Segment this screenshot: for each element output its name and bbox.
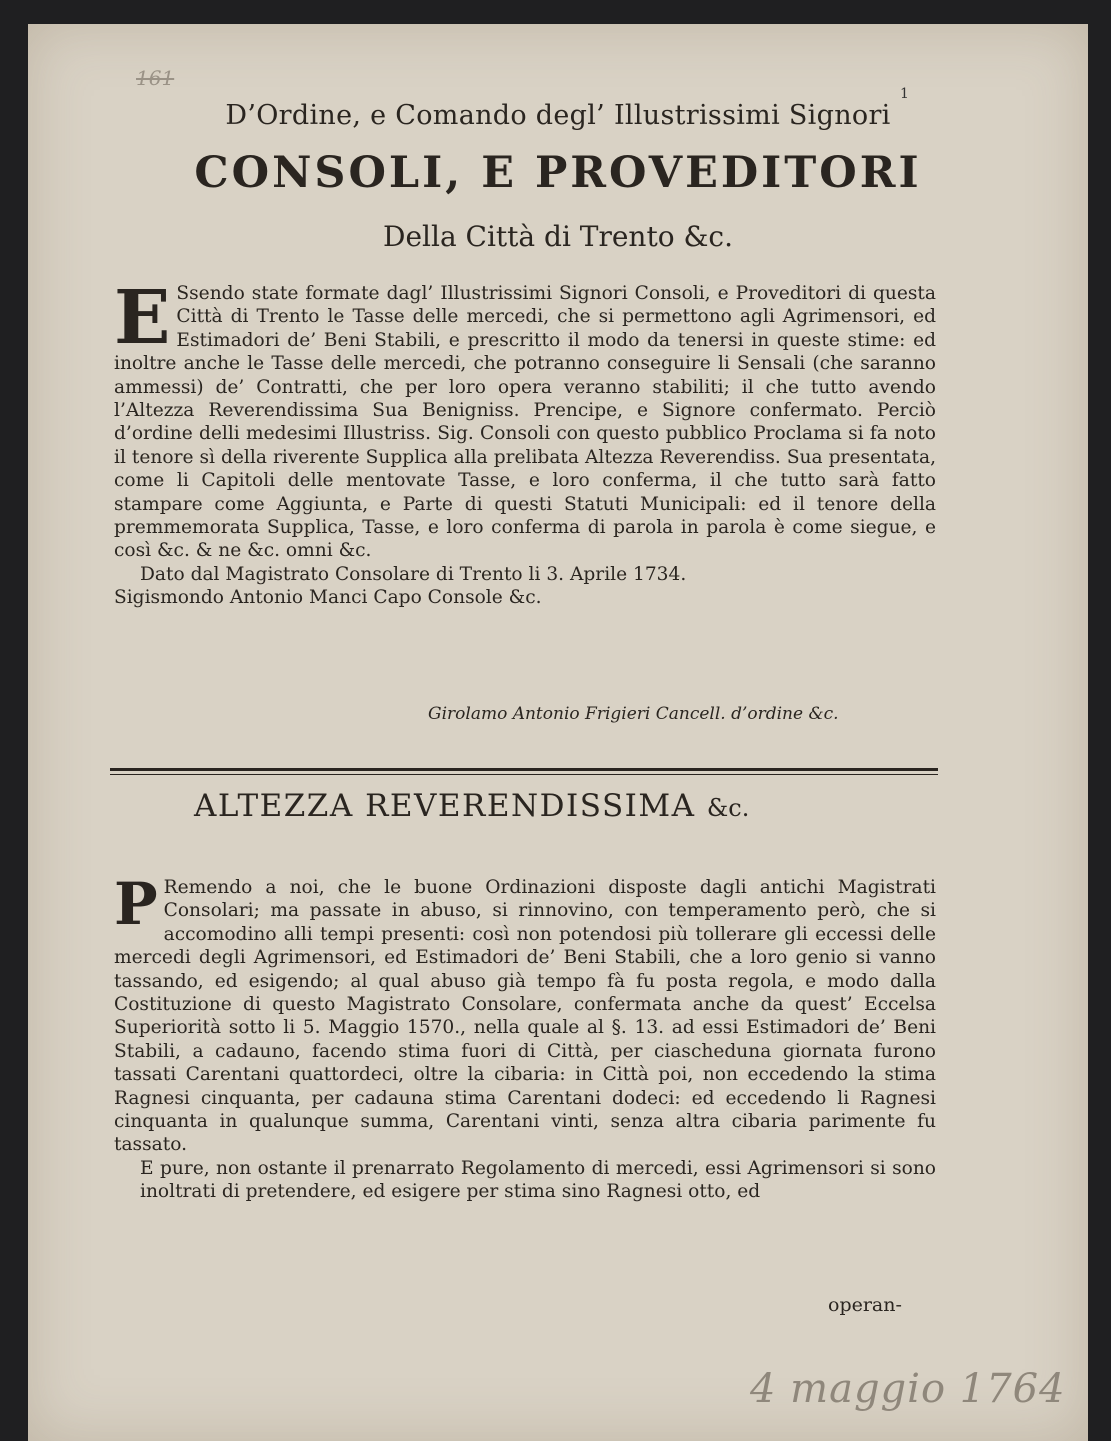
petition-text-2: E pure, non ostante il prenarrato Regolamento di mercedi, essi Agrimensori si sono inoltrati di pretendere, ed esigere per stima sino Ragnesi otto, ed: [140, 1157, 936, 1203]
petition-heading-text: ALTEZZA REVERENDISSIMA: [194, 788, 696, 824]
proclamation-text: Ssendo state formate dagl’ Illustrissimi Signori Consoli, e Proveditori di questa Città di Trento le Tasse delle mercedi, che si permettono agli Agrimensori, ed Estimadori de’ Beni Stabili, e prescritto il modo da tenersi in queste stime: ed inoltre anche le Tasse delle mercedi, che potranno conseguire li Sensali (che saranno ammessi) de’ Contratti, che per loro opera veranno stabiliti; il che tutto avendo l’Altezza Reverendissima Sua Benigniss. Prencipe, e Signore confermato. Perciò d’ordine delli medesimi Illustriss. Sig. Consoli con questo pubblico Proclama si fa noto il tenore sì della riverente Supplica alla prelibata Altezza Reverendiss. Sua presentata, come li Capitoli delle mentovate Tasse, e loro conferma, il che tutto sarà fatto stampare come Aggiunta, e Parte di questi Statuti Municipali: ed il tenore della premmemorata Supplica, Tasse, e loro conferma di parola in parola è come siegue, e così &c. & ne &c. omni &c.: [114, 283, 936, 562]
catchword: operan-: [828, 1294, 902, 1316]
divider-rule-thin: [110, 774, 938, 775]
heading-order-line: D’Ordine, e Comando degl’ Illustrissimi Signori: [225, 100, 891, 131]
dropcap-p: P: [114, 870, 158, 938]
pencil-date-note: 4 maggio 1764: [750, 1366, 1066, 1412]
dated-line: Dato dal Magistrato Consolare di Trento li 3. Aprile 1734.: [140, 563, 687, 585]
petition-text-1: Remendo a noi, che le buone Ordinazioni disposte dagli antichi Magistrati Consolari; ma passate in abuso, si rinnovino, con temperamento però, che si accomodino alli tempi presenti: così non potendosi più tollerare gli eccessi delle mercedi degli Agrimensori, ed Estimadori de’ Beni Stabili, che a loro genio si vanno tassando, ed esigendo; al qual abuso già tempo fà fu posta regola, e modo dalla Costituzione di questo Magistrato Consolare, confermata anche da quest’ Eccelsa Superiorità sotto li 5. Maggio 1570., nella quale al §. 13. ad essi Estimadori de’ Beni Stabili, a cadauno, facendo stima fuori di Città, per ciascheduna giornata furono tassati Carentani quattordeci, oltre la cibaria: in Città poi, non eccedendo la stima Ragnesi cinquanta, per cadauna stima Carentani dodeci: ed eccedendo li Ragnesi cinquanta in qualunque summa, Carentani vinti, senza altra cibaria parimente fu tassato.: [114, 877, 936, 1156]
page-mark: 1: [900, 86, 909, 102]
dropcap-e: E: [114, 275, 171, 361]
document-page: [28, 24, 1088, 1441]
petition-heading: [194, 788, 749, 824]
proclamation-body: [114, 275, 936, 610]
divider-rule: [110, 768, 938, 771]
petition-body: [114, 870, 936, 1204]
petition-heading-suffix: &c.: [706, 794, 750, 822]
pencil-folio-number: 161: [136, 66, 175, 90]
chancellor-signature: Girolamo Antonio Frigieri Cancell. d’ordine &c.: [428, 704, 839, 724]
heading-consoli: CONSOLI, E PROVEDITORI: [194, 148, 922, 198]
consul-line: Sigismondo Antonio Manci Capo Console &c.: [114, 587, 542, 609]
heading-city: Della Città di Trento &c.: [383, 220, 733, 253]
